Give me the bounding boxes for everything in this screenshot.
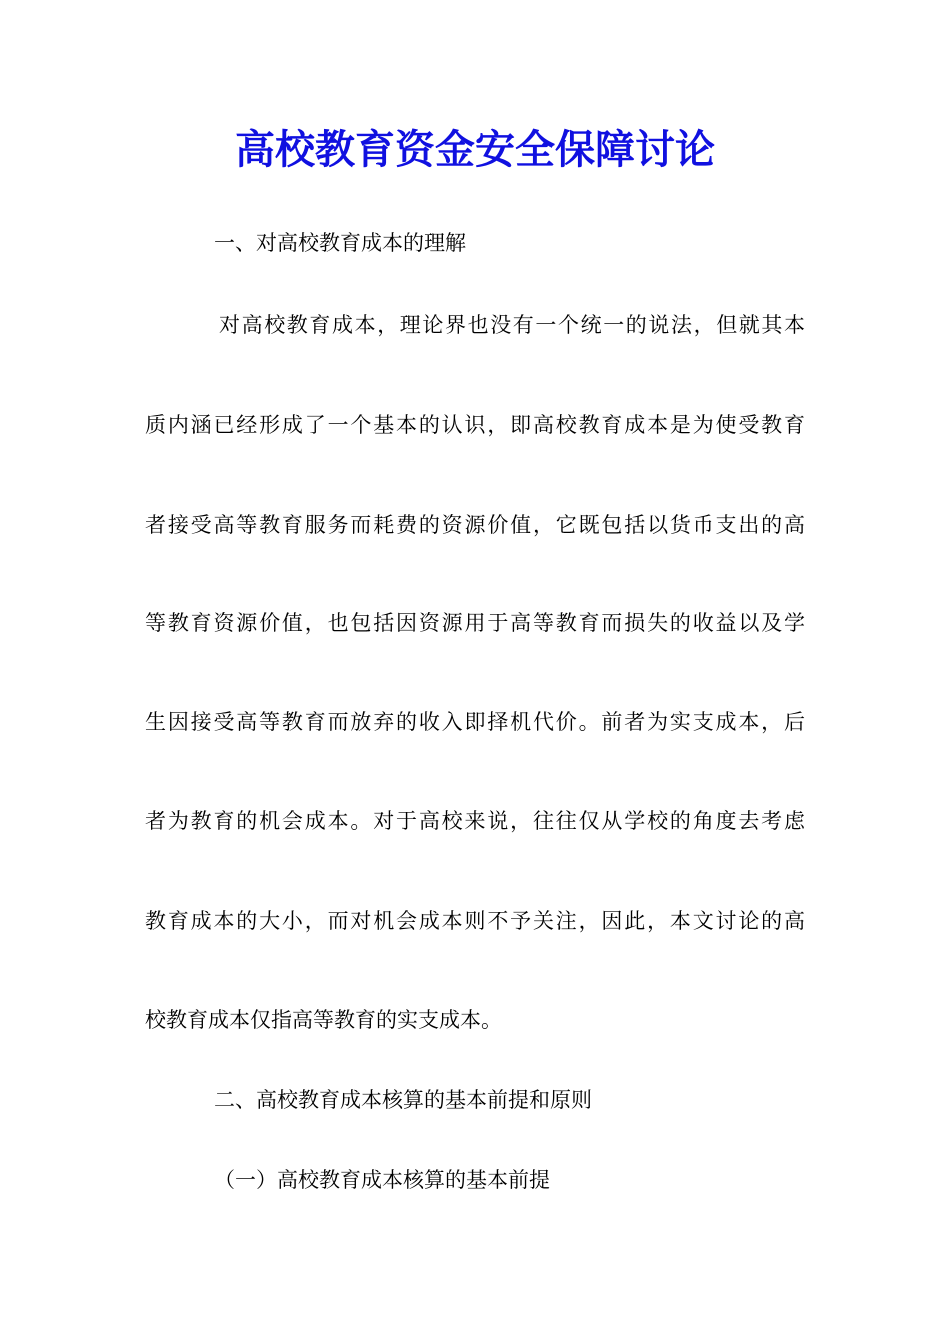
paragraph-line: 质内涵已经形成了一个基本的认识，即高校教育成本是为使受教育 [145,413,805,437]
section-heading-1: 一、对高校教育成本的理解 [214,231,466,255]
document-title: 高校教育资金安全保障讨论 [235,126,715,173]
paragraph-line: 生因接受高等教育而放弃的收入即择机代价。前者为实支成本，后 [145,710,805,734]
paragraph-line: 教育成本的大小，而对机会成本则不予关注，因此，本文讨论的高 [145,909,805,933]
section-heading-2: 二、高校教育成本核算的基本前提和原则 [214,1088,592,1112]
paragraph-line: 校教育成本仅指高等教育的实支成本。 [145,1008,502,1032]
paragraph-line: 者接受高等教育服务而耗费的资源价值，它既包括以货币支出的高 [145,513,805,537]
paragraph-line: 等教育资源价值，也包括因资源用于高等教育而损失的收益以及学 [145,611,805,635]
subsection-heading: （一）高校教育成本核算的基本前提 [214,1168,550,1192]
paragraph-line: 者为教育的机会成本。对于高校来说，往往仅从学校的角度去考虑 [145,809,805,833]
paragraph-line: 对高校教育成本，理论界也没有一个统一的说法，但就其本 [219,313,805,337]
